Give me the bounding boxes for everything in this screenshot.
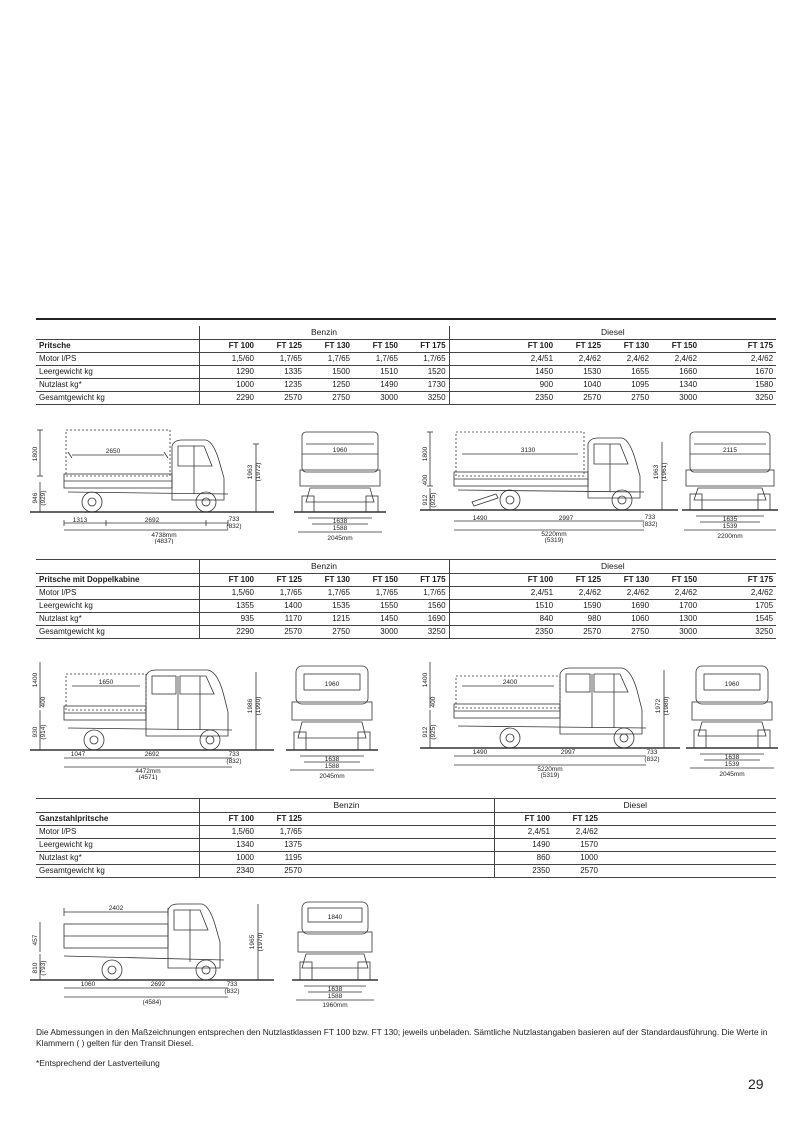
drawing-doppelkabine-rear: [284, 650, 380, 780]
cell: 1670: [700, 366, 776, 379]
dim-rear-overhang: 1060: [80, 981, 96, 988]
model-header: FT 175: [401, 340, 449, 353]
dim-wheelbase: 2692: [144, 517, 160, 524]
dim-ground-diesel: (793): [40, 960, 47, 976]
cell: 2750: [305, 626, 353, 639]
dim-height: 1800: [422, 446, 429, 462]
cell: 1700: [652, 600, 700, 613]
drawing-doppelkabine-side: [28, 650, 276, 780]
model-header: FT 125: [257, 340, 305, 353]
cell: 1730: [401, 379, 449, 392]
cell: 1040: [556, 379, 604, 392]
dim-overall-width: 1960mm: [322, 1002, 348, 1008]
dim-total-height-diesel: (1980): [663, 696, 670, 716]
dim-front-overhang-diesel: (832): [642, 521, 658, 528]
cell: 1,5/60: [199, 353, 257, 366]
dim-ground-diesel: (925): [430, 492, 437, 508]
cell: 1,7/65: [305, 587, 353, 600]
cell: 1340: [652, 379, 700, 392]
dim-front-overhang: 733: [228, 516, 240, 523]
dim-length: 5220mm: [537, 766, 563, 773]
dim-overall-width: 2045mm: [319, 773, 345, 780]
dim-side-height: 457: [32, 934, 39, 946]
cell: 935: [199, 613, 257, 626]
cell: 2570: [257, 626, 305, 639]
drawing-ganzstahl-side: [28, 898, 276, 1008]
dim-overall-width: 2045mm: [719, 771, 745, 778]
cell: 1,7/65: [257, 587, 305, 600]
dim-track-rear: 1539: [724, 761, 740, 768]
footnote: *Entsprechend der Lastverteilung: [36, 1058, 160, 1068]
table-row: [36, 626, 776, 639]
row-label: Nutzlast kg*: [36, 852, 199, 865]
dim-overall-width: 2045mm: [327, 535, 353, 542]
dim-wheelbase: 2692: [150, 981, 166, 988]
cell: 860: [494, 852, 553, 865]
dim-track-front: 1635: [722, 516, 738, 523]
cell: 1170: [257, 613, 305, 626]
model-header: FT 130: [305, 574, 353, 587]
row-label: Gesamtgewicht kg: [36, 865, 199, 878]
cell: 1655: [604, 366, 652, 379]
drawing-ganzstahl-rear: [290, 898, 380, 1008]
cell: 1545: [700, 613, 776, 626]
dim-ground-diesel: (914): [40, 724, 47, 740]
table-row: [36, 613, 776, 626]
table-row: [36, 839, 776, 852]
model-header: FT 125: [257, 574, 305, 587]
table-row: [36, 600, 776, 613]
table-row: [36, 852, 776, 865]
model-header: FT 150: [652, 574, 700, 587]
cell: 1550: [353, 600, 401, 613]
model-header: FT 175: [401, 574, 449, 587]
model-header: FT 130: [604, 574, 652, 587]
dim-total-height-diesel: (1972): [255, 462, 262, 482]
cell: 1355: [199, 600, 257, 613]
cell: 1000: [199, 379, 257, 392]
model-header: FT 100: [508, 340, 556, 353]
spec-table-doppelkabine: [36, 559, 776, 639]
dim-front-overhang-diesel: (832): [226, 523, 242, 530]
cell: 2750: [305, 392, 353, 405]
row-label: Gesamtgewicht kg: [36, 626, 199, 639]
cell: 1570: [553, 839, 601, 852]
dim-length: 5220mm: [541, 531, 567, 538]
cell: 2570: [257, 865, 305, 878]
dim-total-height: 1965: [249, 934, 256, 950]
cell: 2350: [508, 392, 556, 405]
row-label: Motor l/PS: [36, 587, 199, 600]
cell: 2350: [508, 626, 556, 639]
dim-rear-overhang: 1490: [472, 515, 488, 522]
cell: 1290: [199, 366, 257, 379]
cell: 1510: [353, 366, 401, 379]
table-row: [36, 392, 776, 405]
spec-table-pritsche: [36, 326, 776, 405]
cell: 3000: [353, 392, 401, 405]
dim-wheelbase: 2997: [558, 515, 574, 522]
page-number: 29: [748, 1076, 764, 1092]
cell: 1490: [494, 839, 553, 852]
dim-front-overhang-diesel: (832): [644, 756, 660, 763]
model-header: FT 175: [700, 340, 776, 353]
top-rule: [36, 318, 776, 320]
cell: 3000: [652, 626, 700, 639]
dim-deck-length: 2650: [105, 448, 121, 455]
model-header: FT 100: [199, 813, 257, 826]
cell: 1,7/65: [401, 587, 449, 600]
cell: 1,5/60: [199, 587, 257, 600]
drawing-pritsche-long-rear: [680, 410, 780, 544]
dim-total-height: 1972: [655, 698, 662, 714]
cell: 1510: [508, 600, 556, 613]
model-header: FT 125: [553, 813, 601, 826]
model-header: FT 125: [556, 574, 604, 587]
cell: 1590: [556, 600, 604, 613]
dim-length: 4472mm: [135, 768, 161, 775]
drawing-doppelkabine-long-rear: [684, 648, 780, 780]
table-row: [36, 826, 776, 839]
dim-rear-overhang: 1313: [72, 517, 88, 524]
cell: 2,4/62: [604, 353, 652, 366]
row-label: Gesamtgewicht kg: [36, 392, 199, 405]
dim-wheelbase: 2692: [144, 751, 160, 758]
dim-height: 1400: [32, 672, 39, 688]
dim-length-diesel: (4571): [138, 774, 158, 780]
dim-ground: 810: [32, 962, 39, 974]
cell: 1340: [199, 839, 257, 852]
drawing-pritsche-side: [28, 412, 276, 544]
cell: 3250: [401, 392, 449, 405]
dim-track-rear: 1588: [327, 993, 343, 1000]
group-diesel: Diesel: [449, 560, 776, 574]
dim-length-diesel: (5319): [540, 772, 560, 779]
model-header: FT 125: [257, 813, 305, 826]
cell: 1560: [401, 600, 449, 613]
cell: 1,7/65: [257, 826, 305, 839]
cell: 1450: [353, 613, 401, 626]
table-row: [36, 366, 776, 379]
dim-side-height: 400: [422, 474, 429, 486]
group-benzin: Benzin: [199, 326, 449, 340]
dim-total-height: 1986: [247, 698, 254, 714]
dim-total-height-diesel: (1970): [257, 932, 264, 952]
cell: 1660: [652, 366, 700, 379]
dim-side-height: 400: [40, 696, 47, 708]
dim-ground-diesel: (929): [40, 490, 47, 506]
cell: 1705: [700, 600, 776, 613]
dim-rear-overhang: 1047: [70, 751, 86, 758]
dim-front-overhang: 733: [644, 514, 656, 521]
cell: 3250: [700, 392, 776, 405]
group-diesel: Diesel: [449, 326, 776, 340]
cell: 1235: [257, 379, 305, 392]
dim-side-height: 400: [430, 696, 437, 708]
cell: 2,4/51: [508, 353, 556, 366]
cell: 3250: [401, 626, 449, 639]
dim-track-rear: 1588: [324, 763, 340, 770]
dim-length-diesel: (5319): [544, 537, 564, 544]
dim-deck-length: 1650: [98, 679, 114, 686]
dim-width: 1960: [332, 447, 348, 454]
table-row: [36, 865, 776, 878]
cell: 1375: [257, 839, 305, 852]
cell: 2350: [494, 865, 553, 878]
table-title: Ganzstahlpritsche: [36, 813, 199, 826]
cell: 1335: [257, 366, 305, 379]
dim-track-front: 1638: [724, 754, 740, 761]
dim-height: 1400: [422, 672, 429, 688]
cell: 2570: [556, 626, 604, 639]
cell: 2570: [257, 392, 305, 405]
cell: 1000: [199, 852, 257, 865]
dim-rear-overhang: 1490: [472, 749, 488, 756]
model-header: FT 100: [494, 813, 553, 826]
cell: 1095: [604, 379, 652, 392]
cell: 1580: [700, 379, 776, 392]
cell: 3000: [652, 392, 700, 405]
dim-height: 1800: [32, 446, 39, 462]
cell: 1250: [305, 379, 353, 392]
dim-width: 1960: [324, 681, 340, 688]
cell: 1215: [305, 613, 353, 626]
model-header: FT 175: [700, 574, 776, 587]
cell: 2,4/62: [556, 353, 604, 366]
dim-deck-length: 2400: [502, 679, 518, 686]
cell: 1450: [508, 366, 556, 379]
cell: 1,7/65: [257, 353, 305, 366]
dim-track-front: 1638: [324, 756, 340, 763]
dim-width: 1960: [724, 681, 740, 688]
dim-ground-diesel: (925): [430, 724, 437, 740]
cell: 1195: [257, 852, 305, 865]
dim-total-height-diesel: (1961): [661, 462, 668, 482]
dim-ground: 912: [422, 494, 429, 506]
row-label: Leergewicht kg: [36, 839, 199, 852]
table-title: Pritsche: [36, 340, 199, 353]
cell: 2,4/51: [508, 587, 556, 600]
cell: 2,4/62: [556, 587, 604, 600]
dim-deck-length: 3130: [520, 447, 536, 454]
cell: 1535: [305, 600, 353, 613]
row-label: Leergewicht kg: [36, 366, 199, 379]
cell: 2,4/62: [553, 826, 601, 839]
dim-total-height: 1963: [247, 464, 254, 480]
cell: 1690: [604, 600, 652, 613]
dimension-note: Die Abmessungen in den Maßzeichnungen entsprechen den Nutzlastklassen FT 100 bzw. FT 130; jeweils unbeladen. Sämtliche Nutzlastangaben basieren auf der Standardausführung. Die Werte in Klammern ( ) gelten für den Transit Diesel.: [36, 1027, 768, 1048]
table-title: Pritsche mit Doppelkabine: [36, 574, 199, 587]
model-header: FT 125: [556, 340, 604, 353]
dim-track-rear: 1539: [722, 523, 738, 530]
dim-width: 1840: [327, 914, 343, 921]
model-header: FT 150: [652, 340, 700, 353]
dim-front-overhang: 733: [226, 981, 238, 988]
cell: 3250: [700, 626, 776, 639]
table-row: [36, 587, 776, 600]
cell: 1060: [604, 613, 652, 626]
cell: 1,7/65: [305, 353, 353, 366]
dim-track-front: 1638: [332, 518, 348, 525]
cell: 2,4/62: [652, 587, 700, 600]
cell: 1,7/65: [401, 353, 449, 366]
dim-total-height: 1963: [653, 464, 660, 480]
model-header: FT 130: [305, 340, 353, 353]
dim-track-rear: 1588: [332, 525, 348, 532]
dim-length: 4738mm: [151, 532, 177, 539]
cell: 2290: [199, 626, 257, 639]
cell: 1,7/65: [353, 353, 401, 366]
cell: 2570: [556, 392, 604, 405]
cell: 2340: [199, 865, 257, 878]
cell: 2750: [604, 392, 652, 405]
cell: 2750: [604, 626, 652, 639]
dim-length-diesel: (4837): [154, 538, 174, 544]
dim-length-diesel: (4584): [142, 999, 162, 1006]
cell: 980: [556, 613, 604, 626]
cell: 1400: [257, 600, 305, 613]
dim-width: 2115: [723, 447, 737, 454]
cell: 2,4/62: [700, 587, 776, 600]
row-label: Leergewicht kg: [36, 600, 199, 613]
model-header: FT 130: [604, 340, 652, 353]
row-label: Nutzlast kg*: [36, 379, 199, 392]
cell: 2,4/62: [700, 353, 776, 366]
dim-front-overhang: 733: [228, 751, 240, 758]
cell: 1490: [353, 379, 401, 392]
dim-deck-length: 2402: [108, 905, 124, 912]
cell: 3000: [353, 626, 401, 639]
dim-ground: 912: [422, 726, 429, 738]
cell: 2,4/62: [604, 587, 652, 600]
dim-front-overhang-diesel: (832): [226, 758, 242, 765]
cell: 1530: [556, 366, 604, 379]
cell: 1300: [652, 613, 700, 626]
group-diesel: Diesel: [494, 799, 776, 813]
cell: 1690: [401, 613, 449, 626]
model-header: FT 100: [508, 574, 556, 587]
drawing-pritsche-long-side: [418, 410, 680, 544]
spec-table-ganzstahlpritsche: [36, 798, 776, 878]
dim-ground: 930: [32, 726, 39, 738]
dim-wheelbase: 2997: [560, 749, 576, 756]
drawing-doppelkabine-long-side: [418, 648, 682, 780]
group-benzin: Benzin: [199, 799, 494, 813]
cell: 1,7/65: [353, 587, 401, 600]
row-label: Nutzlast kg*: [36, 613, 199, 626]
model-header: FT 150: [353, 340, 401, 353]
model-header: FT 100: [199, 340, 257, 353]
dim-front-overhang-diesel: (832): [224, 988, 240, 995]
cell: 840: [508, 613, 556, 626]
row-label: Motor l/PS: [36, 826, 199, 839]
dim-track-front: 1638: [327, 986, 343, 993]
cell: 2290: [199, 392, 257, 405]
model-header: FT 100: [199, 574, 257, 587]
dim-ground: 946: [32, 492, 39, 504]
cell: 2,4/62: [652, 353, 700, 366]
cell: 1,5/60: [199, 826, 257, 839]
dim-overall-width: 2200mm: [717, 533, 743, 540]
cell: 2570: [553, 865, 601, 878]
table-row: [36, 379, 776, 392]
dim-front-overhang: 733: [646, 749, 658, 756]
table-row: [36, 353, 776, 366]
model-header: FT 150: [353, 574, 401, 587]
dim-total-height-diesel: (1990): [255, 696, 262, 716]
group-benzin: Benzin: [199, 560, 449, 574]
cell: 1000: [553, 852, 601, 865]
cell: 1500: [305, 366, 353, 379]
cell: 900: [508, 379, 556, 392]
cell: 1520: [401, 366, 449, 379]
cell: 2,4/51: [494, 826, 553, 839]
row-label: Motor l/PS: [36, 353, 199, 366]
drawing-pritsche-rear: [292, 412, 388, 544]
